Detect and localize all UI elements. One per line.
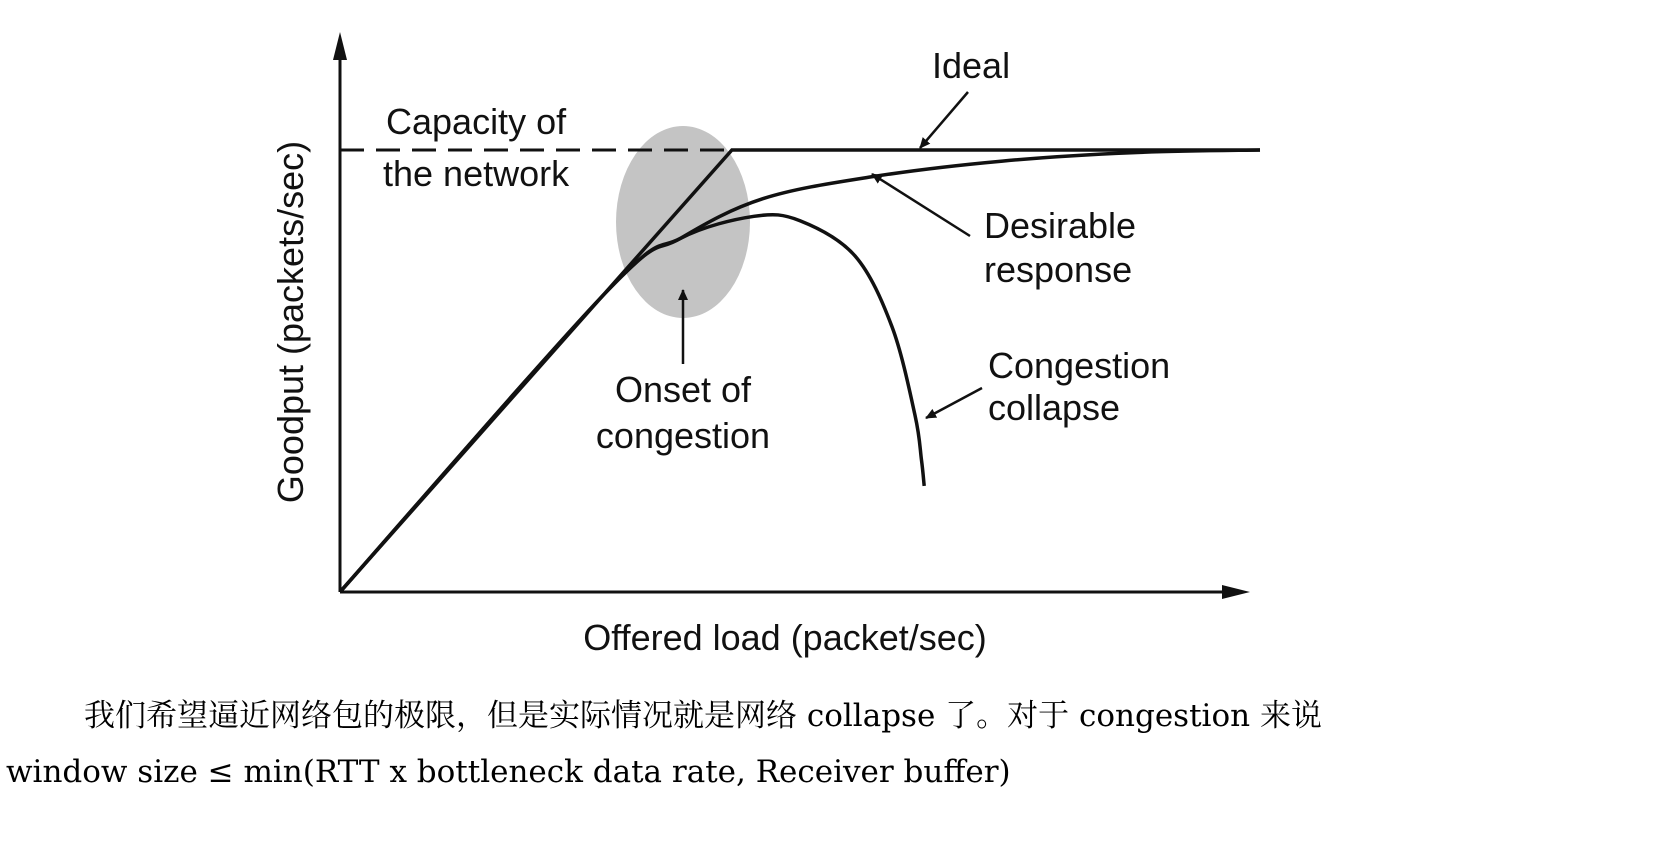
desirable-label-line-1: Desirable — [984, 205, 1137, 246]
x-axis-arrow — [1222, 585, 1250, 599]
desirable-label-line-2: response — [984, 249, 1133, 290]
ideal-pointer-arrow — [920, 92, 968, 148]
onset-label-line-1: Onset of — [614, 369, 752, 410]
capacity-label-line-1: Capacity of — [386, 101, 567, 142]
collapse-pointer-arrow — [926, 388, 982, 418]
y-axis-arrow — [333, 32, 347, 60]
y-axis-label: Goodput (packets/sec) — [270, 140, 311, 504]
caption-line-2: window size ≤ min(RTT x bottleneck data rate, Receiver buffer) — [6, 754, 1011, 790]
ideal-label: Ideal — [932, 45, 1011, 86]
x-axis-label: Offered load (packet/sec) — [583, 617, 987, 658]
collapse-label-line-2: collapse — [988, 387, 1121, 428]
capacity-label-line-2: the network — [383, 153, 570, 194]
onset-label-line-2: congestion — [595, 415, 771, 456]
collapse-label-line-1: Congestion — [988, 345, 1171, 386]
caption-line-1: 我们希望逼近网络包的极限，但是实际情况就是网络 collapse 了。对于 congestion 来说 — [84, 698, 1322, 734]
desirable-pointer-arrow — [872, 174, 970, 236]
